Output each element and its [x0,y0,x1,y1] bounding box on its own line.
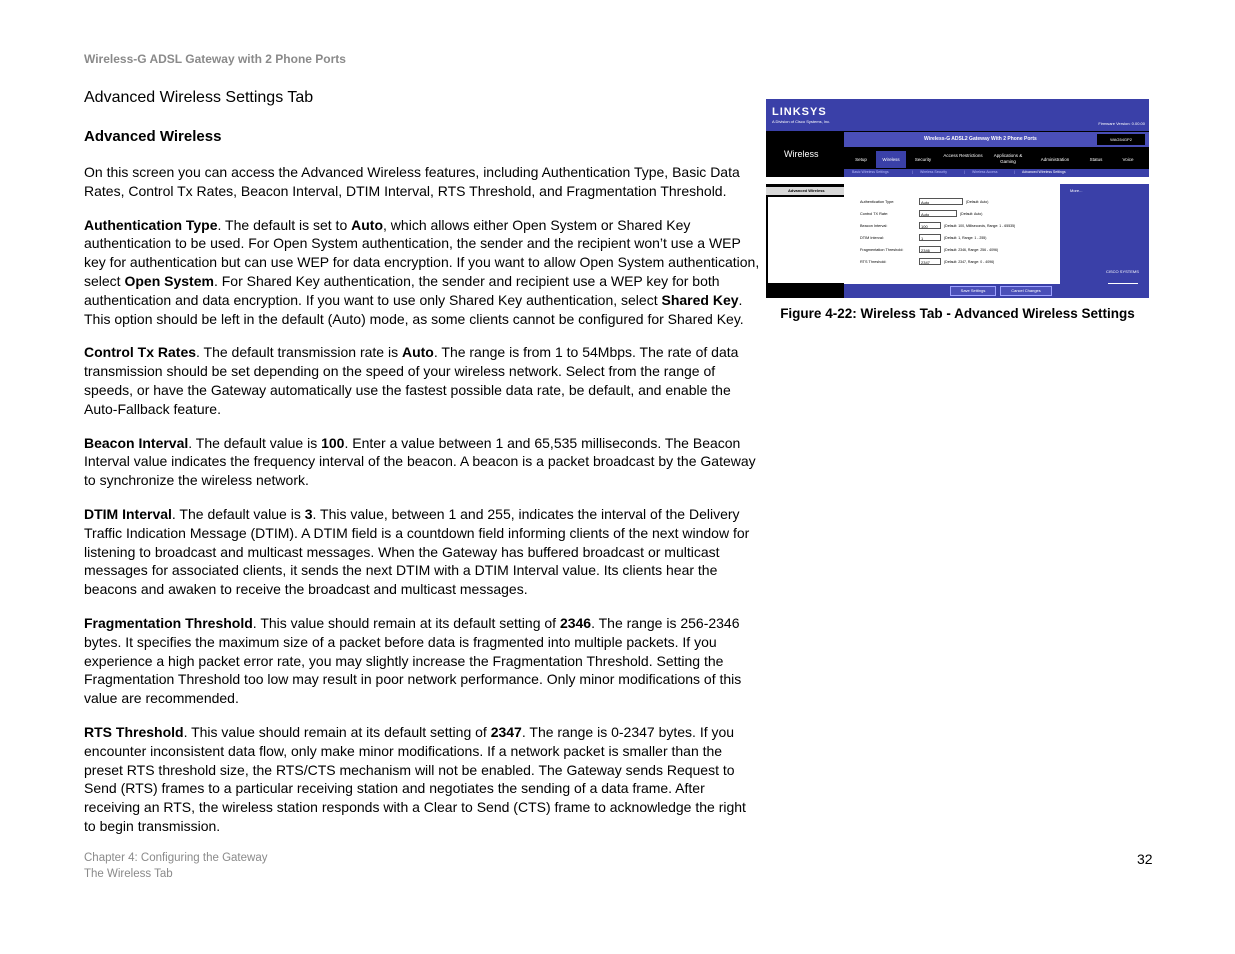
text: , which allows either Open System or Shared Key authentication to be used. For Open System authentication, the sender and the recipient won’t use a WEP key for authentication but can use WEP for data encryption. If you want to allow Open System authentication, select [84,216,760,289]
text: . This value, between 1 and 255, indicates the interval of the Delivery Traffic Indication Message (DTIM). A DTIM field is a countdown field informing clients of the next window for listening to broadcast and multicast messages. When the Gateway has buffered broadcast or multicast messages for associated clients, it sends the next DTIM with a DTIM Interval value. Its clients hear the beacons and awaken to receive the broadcast and multicast messages. [84,505,750,598]
value: 2346 [559,614,592,631]
term: DTIM Interval [84,505,172,522]
cancel-changes-button[interactable]: Cancel Changes [1000,286,1052,296]
tab-status[interactable]: Status [1089,157,1103,162]
value: Auto [401,344,434,361]
value: 100 [321,434,345,451]
auth-paragraph [84,216,760,329]
settings-form [844,184,1060,284]
text: . For Shared Key authentication, the sender and recipient use a WEP key for both authentication and data encryption. If you want to use only Shared Key authentication, select [84,272,720,308]
running-header: Wireless-G ADSL Gateway with 2 Phone Ports [84,52,346,66]
text: . The default value is [171,505,305,522]
text: . The range is 0-2347 bytes. If you encounter inconsistent data flow, only make minor modifications. If a network packet is smaller than the preset RTS threshold size, the RTS/CTS mechanism will not be enabled. The Gateway sends Request to Send (RTS) frames to a particular receiving station and negotiates the sending of a data frame. After receiving an RTS, the wireless station responds with a Clear to Send (CTS) frame to acknowledge the right to begin transmission. [84,723,746,834]
figure-caption: Figure 4-22: Wireless Tab - Advanced Wireless Settings [780,306,1135,321]
section-title: Advanced Wireless Settings Tab [84,89,314,106]
bottom-left-panel [766,284,844,298]
field-label: RTS Threshold: [860,260,887,264]
footer-chapter: Chapter 4: Configuring the Gateway [84,852,268,864]
field-hint: (Default: 2347, Range: 0 - 4096) [944,260,995,264]
tab-access-restrictions[interactable]: Access Restrictions [943,153,983,158]
divider [766,177,1149,184]
save-settings-button[interactable]: Save Settings [950,286,996,296]
router-section-label: Wireless [784,149,819,159]
value: Auto [351,216,384,233]
auth-type-select[interactable]: Auto [919,198,963,205]
save-bar [844,284,1149,298]
product-title-row [844,132,1149,147]
left-panel-label [766,187,844,195]
tab-wireless[interactable]: Wireless [876,151,906,168]
more-link[interactable]: More... [1070,188,1083,193]
fragmentation-input[interactable]: 2346 [919,246,941,253]
field-label: DTIM Interval: [860,236,884,240]
text: . The default is set to [217,216,352,233]
firmware-version: Firmware Version: 0.00.00 [1098,121,1145,126]
subtab-divider: | [1014,170,1015,174]
value: Shared Key [661,291,739,308]
dtim-paragraph [84,505,760,599]
text: . The range is from 1 to 54Mbps. The rate of data transmission should be set depending on the speed of your wireless network. Select from the range of speeds, or have the Gateway automatically use the fastest possible data rate, be default, and enable the Auto-Fallback feature. [84,344,739,417]
frag-paragraph [84,614,760,708]
beacon-interval-input[interactable]: 100 [919,222,941,229]
control-tx-select[interactable]: Auto [919,210,957,217]
logo-subtitle: A Division of Cisco Systems, Inc. [772,119,831,124]
field-hint: (Default: Auto) [966,200,989,204]
field-hint: (Default: 1, Range: 1 - 255) [944,236,987,240]
text: . The default transmission rate is [196,344,402,361]
subtab-wireless-access[interactable]: Wireless Access [972,170,998,174]
subsection-title: Advanced Wireless [84,128,222,145]
router-sub-tabs [844,169,1149,177]
term: RTS Threshold [84,723,184,740]
dtim-interval-input[interactable]: 1 [919,234,941,241]
field-hint: (Default: Auto) [960,212,983,216]
field-label: Control TX Rate: [860,212,889,216]
subtab-basic-wireless[interactable]: Basic Wireless Settings [852,170,889,174]
subtab-divider: | [964,170,965,174]
term: Control Tx Rates [84,344,197,361]
router-main-tabs [844,151,1149,168]
text: . The default value is [188,434,322,451]
value: 3 [304,505,313,522]
router-screenshot-figure [766,99,1149,298]
subtab-advanced-wireless[interactable]: Advanced Wireless Settings [1022,170,1066,174]
footer-section: The Wireless Tab [84,868,173,880]
field-hint: (Default: 2346, Range: 256 - 4096) [944,248,999,252]
text: . Enter a value between 1 and 65,535 milliseconds. The Beacon Interval value indicates the frequency interval of the beacon. A beacon is a packet broadcast by the Gateway to synchronize the wireless network. [84,434,756,489]
model-number: WAG54GP2 [1097,134,1145,145]
cisco-bars-icon [1108,275,1138,284]
field-label: Fragmentation Threshold: [860,248,904,252]
field-label: Authentication Type: [860,200,895,204]
tab-setup[interactable]: Setup [855,157,867,162]
ctrl-paragraph [84,343,760,418]
body-text [84,163,760,851]
field-label: Beacon Interval: [860,224,888,228]
value: 2347 [490,723,522,740]
cisco-logo: CISCO SYSTEMS [1106,269,1139,274]
linksys-logo: LINKSYS [772,106,827,118]
rts-threshold-input[interactable]: 2347 [919,258,941,265]
subtab-divider: | [912,170,913,174]
left-panel-body [768,197,844,283]
page-number: 32 [1137,851,1153,867]
tab-security[interactable]: Security [914,157,932,162]
subtab-wireless-security[interactable]: Wireless Security [920,170,948,174]
footer [84,850,267,882]
left-label-text: Advanced Wireless [788,188,825,193]
product-title: Wireless-G ADSL2 Gateway With 2 Phone Ports [924,136,1037,142]
tab-voice[interactable]: Voice [1122,157,1134,162]
text: . This value should remain at its default setting of [252,614,560,631]
text: . This option should be left in the default (Auto) mode, as some clients cannot be configured for Shared Key. [84,291,744,327]
beacon-paragraph [84,434,760,490]
text: . This value should remain at its default setting of [183,723,491,740]
tab-administration[interactable]: Administration [1040,157,1070,162]
term: Authentication Type [84,216,218,233]
term: Fragmentation Threshold [84,614,253,631]
text: . The range is 256-2346 bytes. It specifies the maximum size of a packet before data is fragmented into multiple packets. If you experience a high packet error rate, you may slightly increase the Fragmentation Threshold. Setting the Fragmentation Threshold too low may result in poor network performance. Only minor modifications of this value are recommended. [84,614,742,707]
term: Beacon Interval [84,434,189,451]
rts-paragraph [84,723,760,836]
value: Open System [124,272,214,289]
field-hint: (Default: 100, Milliseconds, Range: 1 - 65535) [944,224,1016,228]
intro-paragraph: On this screen you can access the Advanced Wireless features, including Authentication Type, Basic Data Rates, Control Tx Rates, Beacon Interval, DTIM Interval, RTS Threshold, and Fragmentation Threshold. [84,164,740,199]
tab-applications-gaming[interactable]: Applications & Gaming [993,153,1023,164]
